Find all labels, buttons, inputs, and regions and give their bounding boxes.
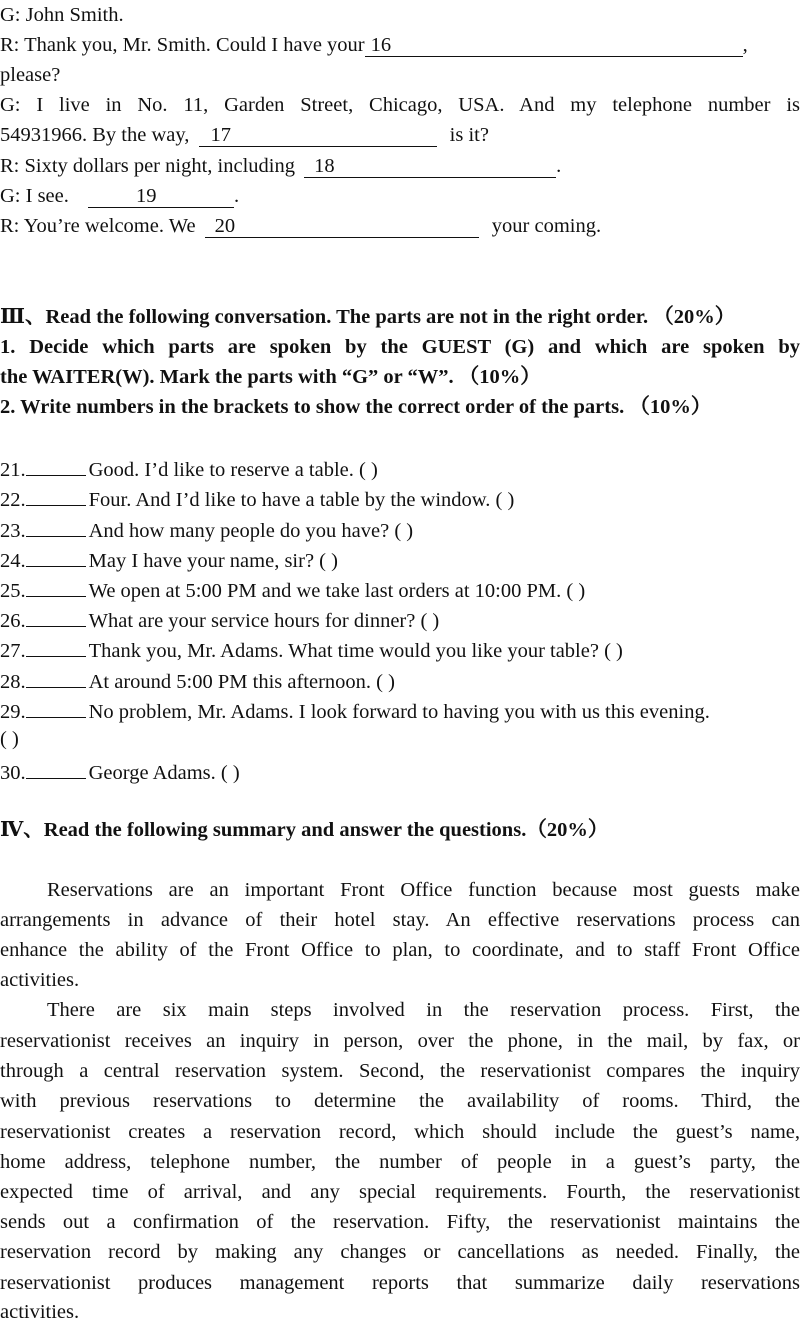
paragraph-2-line: with previous reservations to determine the availability of rooms. Third, the	[0, 1090, 800, 1112]
dialogue-text: R: You’re welcome. We	[0, 215, 196, 237]
list-item	[0, 516, 413, 543]
paragraph-2-line: home address, telephone number, the number of people in a guest’s party, the	[0, 1151, 800, 1173]
blank-20[interactable]	[205, 215, 479, 238]
answer-blank[interactable]	[26, 697, 86, 718]
dialogue-line-7	[0, 184, 239, 208]
answer-blank[interactable]	[26, 546, 86, 567]
blank-number: 18	[314, 155, 335, 177]
item-text: George Adams. ( )	[88, 762, 240, 784]
dialogue-text: is it?	[449, 124, 489, 146]
answer-blank[interactable]	[26, 516, 86, 537]
section-3-task-1b: the WAITER(W). Mark the parts with “G” or “W”. （10%）	[0, 366, 541, 388]
paragraph-2-line: There are six main steps involved in the reservation process. First, the	[47, 999, 800, 1021]
blank-18[interactable]	[304, 155, 556, 178]
paragraph-2-line: reservationist produces management reports that summarize daily reservations	[0, 1272, 800, 1294]
list-item	[0, 758, 240, 785]
paragraph-1-line: Reservations are an important Front Office function because most guests make	[47, 879, 800, 901]
dialogue-line-2	[0, 33, 748, 57]
list-item	[0, 485, 514, 512]
item-text: And how many people do you have? ( )	[88, 520, 414, 542]
item-text: Good. I’d like to reserve a table. ( )	[88, 459, 378, 481]
item-number: 22.	[0, 489, 26, 511]
blank-number: 17	[210, 124, 232, 146]
dialogue-line-5	[0, 123, 489, 147]
answer-blank[interactable]	[26, 485, 86, 506]
section-3-task-1a: 1. Decide which parts are spoken by the GUEST (G) and which are spoken by	[0, 336, 800, 358]
paragraph-1-line: arrangements in advance of their hotel stay. An effective reservations process can	[0, 909, 800, 931]
list-item	[0, 697, 710, 724]
answer-blank[interactable]	[26, 455, 86, 476]
item-number: 29.	[0, 701, 26, 723]
item-number: 23.	[0, 520, 26, 542]
paragraph-2-line: reservation record by making any changes or cancellations as needed. Finally, the	[0, 1241, 800, 1263]
item-number: 24.	[0, 550, 26, 572]
paragraph-2-line: sends out a confirmation of the reservation. Fifty, the reservationist maintains the	[0, 1211, 800, 1233]
paragraph-1-line: activities.	[0, 969, 80, 991]
answer-blank[interactable]	[26, 636, 86, 657]
paragraph-2-line: activities.	[0, 1301, 80, 1323]
dialogue-text: your coming.	[491, 215, 602, 237]
blank-number: 20	[214, 215, 236, 237]
item-number: 25.	[0, 580, 26, 602]
list-item	[0, 667, 395, 694]
list-item	[0, 546, 338, 573]
dialogue-line-4: G: I live in No. 11, Garden Street, Chicago, USA. And my telephone number is	[0, 94, 800, 116]
paragraph-1-line: enhance the ability of the Front Office to plan, to coordinate, and to staff Front Office	[0, 939, 800, 961]
item-text: Thank you, Mr. Adams. What time would you like your table? ( )	[88, 640, 623, 662]
paragraph-2-line: through a central reservation system. Second, the reservationist compares the inquiry	[0, 1060, 800, 1082]
dialogue-line-3: please?	[0, 64, 61, 86]
answer-blank[interactable]	[26, 758, 86, 779]
list-item	[0, 606, 439, 633]
answer-blank[interactable]	[26, 606, 86, 627]
list-item	[0, 455, 378, 482]
dialogue-text: .	[556, 155, 562, 177]
item-text: What are your service hours for dinner? ( )	[88, 610, 440, 632]
item-number: 30.	[0, 762, 26, 784]
item-text: No problem, Mr. Adams. I look forward to having you with us this evening.	[88, 701, 710, 723]
blank-number: 19	[136, 185, 157, 207]
answer-blank[interactable]	[26, 576, 86, 597]
paragraph-2-line: expected time of arrival, and any special requirements. Fourth, the reservationist	[0, 1181, 800, 1203]
blank-19[interactable]	[88, 185, 234, 208]
section-4-heading: Ⅳ、Read the following summary and answer the questions.（20%）	[0, 819, 609, 841]
blank-number: 16	[370, 34, 392, 56]
section-3-heading: Ⅲ、Read the following conversation. The parts are not in the right order. （20%）	[0, 306, 736, 328]
item-text: At around 5:00 PM this afternoon. ( )	[88, 671, 395, 693]
section-3-task-2: 2. Write numbers in the brackets to show the correct order of the parts. （10%）	[0, 396, 712, 418]
dialogue-text: R: Thank you, Mr. Smith. Could I have your	[0, 34, 365, 56]
list-item	[0, 576, 585, 603]
paragraph-2-line: reservationist creates a reservation record, which should include the guest’s name,	[0, 1121, 800, 1143]
item-number: 21.	[0, 459, 26, 481]
item-number: 26.	[0, 610, 26, 632]
item-text: May I have your name, sir? ( )	[88, 550, 338, 572]
blank-16[interactable]	[365, 34, 743, 57]
dialogue-line-1: G: John Smith.	[0, 4, 124, 26]
dialogue-text: .	[234, 185, 240, 207]
item-number: 28.	[0, 671, 26, 693]
paragraph-2-line: reservationist receives an inquiry in person, over the phone, in the mail, by fax, or	[0, 1030, 800, 1052]
answer-blank[interactable]	[26, 667, 86, 688]
dialogue-text: G: I see.	[0, 185, 69, 207]
list-item-continuation: ( )	[0, 728, 19, 750]
dialogue-text: ,	[742, 34, 748, 56]
item-number: 27.	[0, 640, 26, 662]
blank-17[interactable]	[199, 124, 437, 147]
item-text: Four. And I’d like to have a table by the window. ( )	[88, 489, 515, 511]
dialogue-line-8	[0, 214, 601, 238]
list-item	[0, 636, 623, 663]
dialogue-text: 54931966. By the way,	[0, 124, 190, 146]
dialogue-line-6	[0, 154, 561, 178]
dialogue-text: R: Sixty dollars per night, including	[0, 155, 295, 177]
item-text: We open at 5:00 PM and we take last orders at 10:00 PM. ( )	[88, 580, 586, 602]
